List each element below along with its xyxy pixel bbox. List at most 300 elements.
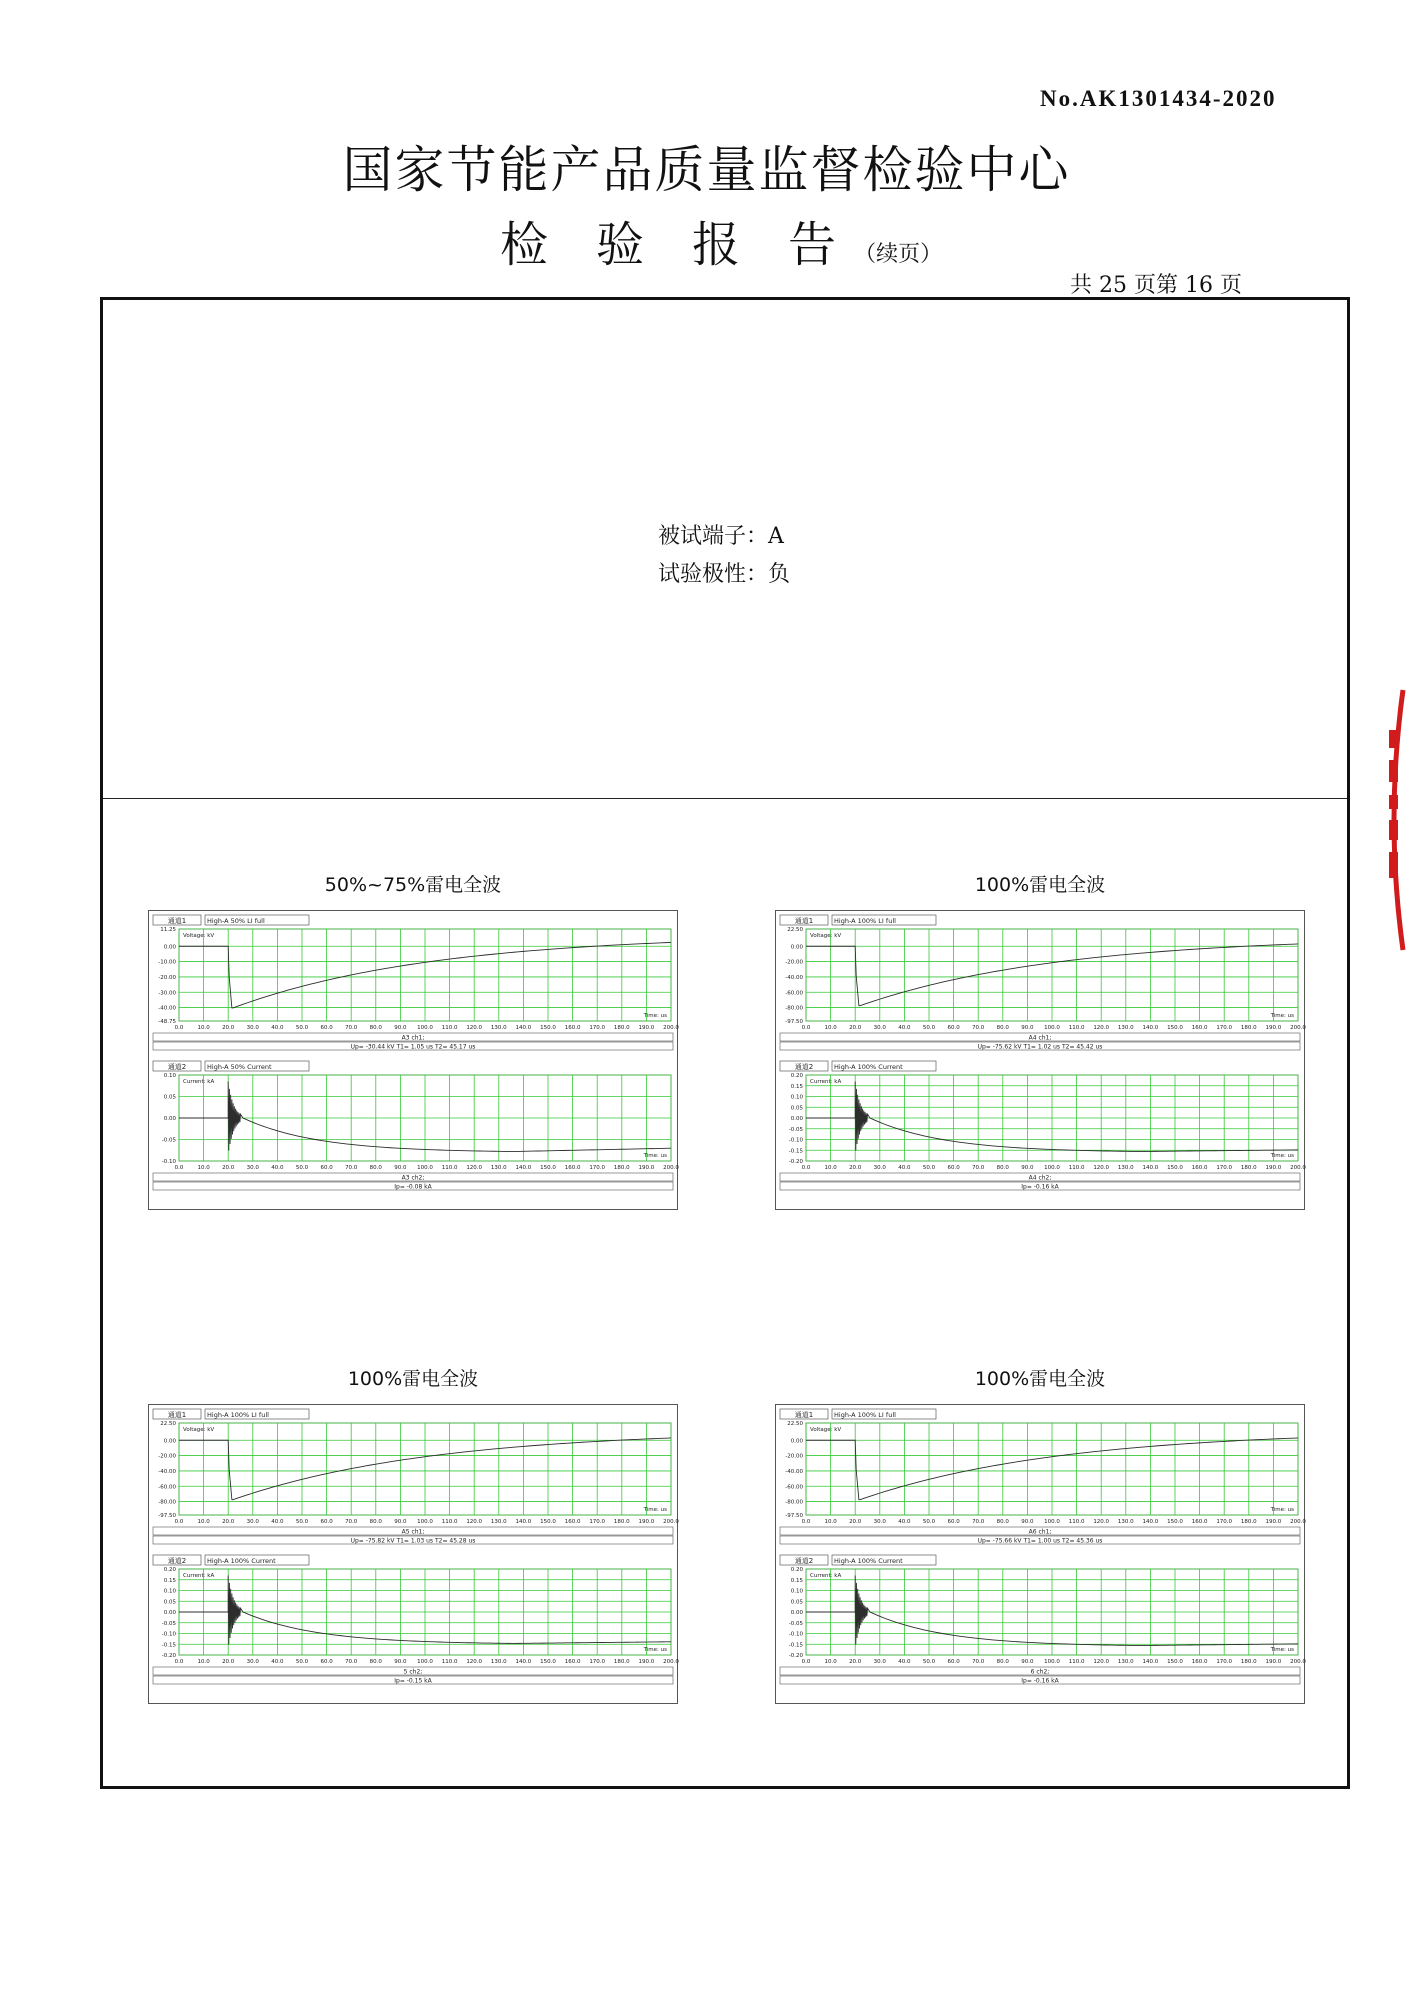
y-tick-label: -40.00 [158, 1005, 176, 1012]
y-tick-label: -20.00 [785, 1453, 803, 1460]
continued-label: （续页） [854, 242, 943, 267]
y-tick-label: -0.10 [161, 1631, 176, 1638]
x-tick-label: 100.0 [1044, 1025, 1060, 1031]
x-tick-label: 60.0 [320, 1519, 333, 1525]
x-tick-label: 200.0 [1290, 1519, 1306, 1525]
y-tick-label: -0.15 [788, 1642, 803, 1649]
y-tick-label: 0.00 [163, 944, 176, 951]
x-tick-label: 0.0 [174, 1165, 184, 1171]
x-tick-label: 10.0 [197, 1025, 210, 1031]
x-tick-label: 140.0 [515, 1165, 532, 1171]
x-tick-label: 160.0 [1191, 1659, 1208, 1665]
x-tick-label: 180.0 [1240, 1659, 1257, 1665]
x-tick-label: 120.0 [1093, 1165, 1110, 1171]
x-tick-label: 30.0 [873, 1519, 886, 1525]
x-tick-label: 120.0 [466, 1519, 483, 1525]
channel-label: 通道2 [794, 1063, 814, 1071]
x-tick-label: 180.0 [1240, 1025, 1257, 1031]
y-tick-label: 0.05 [790, 1105, 803, 1112]
y-tick-label: 0.20 [790, 1073, 803, 1079]
x-tick-label: 150.0 [1167, 1519, 1183, 1525]
x-tick-label: 60.0 [947, 1165, 960, 1171]
x-tick-label: 0.0 [801, 1519, 811, 1525]
x-tick-label: 0.0 [174, 1659, 184, 1665]
x-tick-label: 30.0 [873, 1659, 886, 1665]
x-tick-label: 70.0 [345, 1659, 358, 1665]
y-tick-label: 0.10 [163, 1588, 176, 1595]
x-tick-label: 190.0 [1265, 1025, 1282, 1031]
x-tick-label: 140.0 [515, 1659, 532, 1665]
x-tick-label: 30.0 [246, 1025, 259, 1031]
x-tick-label: 20.0 [849, 1025, 862, 1031]
channel-label: 通道1 [794, 917, 814, 925]
x-tick-label: 120.0 [466, 1659, 483, 1665]
oscillogram [775, 910, 1305, 1210]
x-tick-label: 0.0 [174, 1519, 184, 1525]
x-tick-label: 0.0 [801, 1659, 811, 1665]
x-tick-label: 60.0 [947, 1659, 960, 1665]
test-info [658, 518, 790, 594]
y-unit-label: Current: kA [810, 1079, 842, 1085]
x-tick-label: 140.0 [1142, 1519, 1159, 1525]
x-tick-label: 90.0 [1021, 1165, 1034, 1171]
x-tick-label: 150.0 [1167, 1659, 1183, 1665]
x-tick-label: 20.0 [849, 1659, 862, 1665]
y-tick-label: -0.05 [788, 1126, 803, 1133]
page-count: 共 25 页第 16 页 [1070, 273, 1242, 298]
x-unit-label: Time: us [643, 1153, 667, 1159]
x-tick-label: 100.0 [417, 1519, 433, 1525]
channel-label: 通道1 [794, 1411, 814, 1419]
x-tick-label: 70.0 [972, 1659, 985, 1665]
y-tick-label: 22.50 [787, 927, 803, 933]
x-tick-label: 190.0 [1265, 1659, 1282, 1665]
x-tick-label: 60.0 [320, 1025, 333, 1031]
x-tick-label: 140.0 [515, 1025, 532, 1031]
y-tick-label: 0.05 [790, 1599, 803, 1606]
x-tick-label: 190.0 [1265, 1165, 1282, 1171]
waveform-label: High-A 100% LI full [834, 917, 896, 925]
x-tick-label: 40.0 [898, 1519, 911, 1525]
x-tick-label: 70.0 [345, 1165, 358, 1171]
x-tick-label: 90.0 [1021, 1025, 1034, 1031]
x-tick-label: 50.0 [922, 1659, 936, 1665]
waveform-label: High-A 100% LI full [834, 1411, 896, 1419]
x-tick-label: 190.0 [638, 1025, 655, 1031]
x-tick-label: 110.0 [1068, 1519, 1085, 1525]
x-tick-label: 20.0 [222, 1659, 235, 1665]
y-tick-label: -97.50 [785, 1513, 803, 1519]
y-tick-label: -40.00 [785, 1468, 803, 1475]
x-tick-label: 80.0 [996, 1519, 1009, 1525]
oscillogram [775, 1404, 1305, 1704]
x-tick-label: 170.0 [589, 1659, 606, 1665]
oscillogram-svg [149, 1405, 677, 1703]
y-tick-label: -80.00 [785, 1499, 803, 1506]
y-tick-label: -60.00 [785, 990, 803, 997]
y-tick-label: 0.00 [790, 1438, 803, 1445]
x-tick-label: 100.0 [1044, 1519, 1060, 1525]
y-tick-label: -10.00 [158, 959, 176, 966]
x-tick-label: 180.0 [1240, 1519, 1257, 1525]
test-polarity: 试验极性：负 [658, 562, 791, 587]
x-unit-label: Time: us [1270, 1647, 1294, 1653]
x-tick-label: 140.0 [1142, 1165, 1159, 1171]
y-tick-label: 0.00 [163, 1438, 176, 1445]
y-tick-label: 22.50 [787, 1421, 803, 1427]
x-tick-label: 70.0 [345, 1519, 358, 1525]
x-tick-label: 200.0 [663, 1025, 679, 1031]
x-tick-label: 40.0 [271, 1659, 284, 1665]
waveform-label: High-A 100% Current [834, 1063, 903, 1071]
y-tick-label: -0.05 [161, 1620, 176, 1627]
x-tick-label: 120.0 [1093, 1659, 1110, 1665]
y-tick-label: -0.10 [161, 1159, 176, 1165]
x-tick-label: 40.0 [898, 1165, 911, 1171]
x-tick-label: 120.0 [466, 1025, 483, 1031]
x-tick-label: 120.0 [466, 1165, 483, 1171]
x-tick-label: 170.0 [589, 1165, 606, 1171]
x-tick-label: 170.0 [589, 1519, 606, 1525]
x-tick-label: 90.0 [394, 1165, 407, 1171]
x-tick-label: 130.0 [490, 1165, 507, 1171]
title-char: 检 [500, 217, 549, 273]
x-tick-label: 60.0 [320, 1165, 333, 1171]
x-tick-label: 180.0 [613, 1519, 630, 1525]
y-unit-label: Voltage: kV [810, 933, 842, 939]
x-tick-label: 60.0 [947, 1519, 960, 1525]
x-tick-label: 50.0 [295, 1165, 309, 1171]
y-tick-label: -0.20 [161, 1653, 176, 1659]
x-tick-label: 40.0 [271, 1025, 284, 1031]
x-tick-label: 70.0 [972, 1519, 985, 1525]
y-tick-label: -0.15 [161, 1642, 176, 1649]
x-unit-label: Time: us [1270, 1013, 1294, 1019]
x-tick-label: 180.0 [613, 1659, 630, 1665]
caption-line: A3 ch1; [401, 1034, 425, 1042]
x-tick-label: 170.0 [1216, 1519, 1233, 1525]
y-tick-label: -60.00 [785, 1484, 803, 1491]
x-tick-label: 50.0 [295, 1519, 309, 1525]
x-tick-label: 160.0 [564, 1519, 581, 1525]
y-tick-label: -97.50 [158, 1513, 176, 1519]
report-frame [100, 297, 1350, 1789]
x-tick-label: 50.0 [922, 1519, 936, 1525]
y-unit-label: Current: kA [183, 1573, 215, 1579]
caption-measurement: Up= -75.66 kV T1= 1.00 us T2= 45.36 us [977, 1537, 1103, 1545]
x-tick-label: 140.0 [1142, 1025, 1159, 1031]
x-tick-label: 160.0 [1191, 1165, 1208, 1171]
oscillogram-svg [776, 911, 1304, 1209]
x-unit-label: Time: us [643, 1647, 667, 1653]
x-tick-label: 150.0 [540, 1025, 556, 1031]
oscillogram [148, 910, 678, 1210]
x-tick-label: 160.0 [1191, 1025, 1208, 1031]
y-tick-label: -0.20 [788, 1653, 803, 1659]
channel-label: 通道1 [167, 1411, 187, 1419]
waveform-label: High-A 100% LI full [207, 1411, 269, 1419]
x-tick-label: 150.0 [1167, 1025, 1183, 1031]
x-tick-label: 90.0 [1021, 1519, 1034, 1525]
x-tick-label: 190.0 [1265, 1519, 1282, 1525]
y-tick-label: -97.50 [785, 1019, 803, 1025]
caption-line: A4 ch1; [1028, 1034, 1052, 1042]
document-title [500, 206, 942, 275]
caption-line: A5 ch1; [401, 1528, 425, 1536]
x-tick-label: 160.0 [564, 1165, 581, 1171]
x-tick-label: 110.0 [1068, 1659, 1085, 1665]
x-tick-label: 200.0 [1290, 1165, 1306, 1171]
x-tick-label: 80.0 [369, 1519, 382, 1525]
caption-line: A4 ch2; [1028, 1174, 1052, 1182]
x-tick-label: 130.0 [1117, 1659, 1134, 1665]
x-tick-label: 40.0 [271, 1519, 284, 1525]
x-tick-label: 130.0 [490, 1519, 507, 1525]
y-tick-label: 0.15 [790, 1577, 803, 1584]
x-tick-label: 150.0 [540, 1519, 556, 1525]
y-unit-label: Voltage: kV [183, 933, 215, 939]
x-tick-label: 10.0 [197, 1519, 210, 1525]
x-tick-label: 50.0 [295, 1025, 309, 1031]
x-tick-label: 40.0 [271, 1165, 284, 1171]
x-tick-label: 30.0 [246, 1659, 259, 1665]
x-tick-label: 60.0 [320, 1659, 333, 1665]
x-tick-label: 160.0 [1191, 1519, 1208, 1525]
y-tick-label: 0.00 [790, 1610, 803, 1616]
x-tick-label: 170.0 [1216, 1165, 1233, 1171]
report-number: No.AK1301434-2020 [1040, 86, 1277, 111]
y-unit-label: Current: kA [183, 1079, 215, 1085]
x-tick-label: 180.0 [1240, 1165, 1257, 1171]
x-tick-label: 160.0 [564, 1025, 581, 1031]
waveform-label: High-A 50% Current [207, 1063, 272, 1071]
x-tick-label: 80.0 [996, 1659, 1009, 1665]
panel-title: 100%雷电全波 [974, 874, 1106, 896]
y-unit-label: Voltage: kV [183, 1427, 215, 1433]
x-tick-label: 160.0 [564, 1659, 581, 1665]
y-unit-label: Current: kA [810, 1573, 842, 1579]
x-tick-label: 80.0 [369, 1165, 382, 1171]
x-tick-label: 130.0 [1117, 1165, 1134, 1171]
channel-label: 通道2 [167, 1063, 187, 1071]
x-tick-label: 20.0 [222, 1025, 235, 1031]
y-tick-label: -0.10 [788, 1631, 803, 1638]
x-tick-label: 200.0 [663, 1519, 679, 1525]
x-tick-label: 200.0 [663, 1659, 679, 1665]
channel-label: 通道1 [167, 917, 187, 925]
x-tick-label: 110.0 [441, 1519, 458, 1525]
y-tick-label: 0.00 [163, 1610, 176, 1616]
x-tick-label: 70.0 [972, 1025, 985, 1031]
x-tick-label: 170.0 [1216, 1025, 1233, 1031]
caption-measurement: Ip= -0.08 kA [394, 1183, 432, 1191]
caption-measurement: Ip= -0.16 kA [1021, 1677, 1059, 1685]
x-tick-label: 30.0 [873, 1165, 886, 1171]
caption-measurement: Ip= -0.15 kA [394, 1677, 432, 1685]
channel-label: 通道2 [167, 1557, 187, 1565]
x-tick-label: 200.0 [1290, 1025, 1306, 1031]
x-tick-label: 140.0 [1142, 1659, 1159, 1665]
x-tick-label: 150.0 [540, 1659, 556, 1665]
caption-line: 5 ch2; [403, 1668, 423, 1676]
x-tick-label: 70.0 [972, 1165, 985, 1171]
y-tick-label: -40.00 [785, 974, 803, 981]
y-tick-label: 0.00 [790, 1116, 803, 1122]
section-divider [103, 798, 1347, 799]
caption-measurement: Up= -30.44 kV T1= 1.05 us T2= 45.17 us [350, 1043, 476, 1051]
waveform-label: High-A 50% LI full [207, 917, 265, 925]
x-tick-label: 190.0 [638, 1165, 655, 1171]
y-tick-label: -20.00 [785, 959, 803, 966]
x-tick-label: 180.0 [613, 1025, 630, 1031]
oscillogram [148, 1404, 678, 1704]
x-tick-label: 130.0 [1117, 1025, 1134, 1031]
y-tick-label: -40.00 [158, 1468, 176, 1475]
x-tick-label: 50.0 [922, 1165, 936, 1171]
x-tick-label: 180.0 [613, 1165, 630, 1171]
panel-title: 100%雷电全波 [974, 1368, 1106, 1390]
x-tick-label: 40.0 [898, 1659, 911, 1665]
y-unit-label: Voltage: kV [810, 1427, 842, 1433]
x-tick-label: 40.0 [898, 1025, 911, 1031]
y-tick-label: 0.10 [163, 1073, 176, 1079]
y-tick-label: 0.20 [163, 1567, 176, 1573]
y-tick-label: 0.05 [163, 1599, 176, 1606]
x-tick-label: 110.0 [1068, 1025, 1085, 1031]
tested-terminal: 被试端子：A [658, 524, 784, 549]
y-tick-label: -0.05 [788, 1620, 803, 1627]
x-tick-label: 140.0 [515, 1519, 532, 1525]
x-tick-label: 90.0 [394, 1659, 407, 1665]
x-tick-label: 80.0 [369, 1025, 382, 1031]
waveform-label: High-A 100% Current [834, 1557, 903, 1565]
y-tick-label: -0.20 [788, 1159, 803, 1165]
y-tick-label: 0.15 [790, 1083, 803, 1090]
x-tick-label: 100.0 [417, 1659, 433, 1665]
x-tick-label: 20.0 [222, 1519, 235, 1525]
y-tick-label: 0.00 [790, 944, 803, 951]
x-tick-label: 50.0 [922, 1025, 936, 1031]
x-tick-label: 20.0 [222, 1165, 235, 1171]
x-tick-label: 10.0 [197, 1659, 210, 1665]
x-tick-label: 120.0 [1093, 1025, 1110, 1031]
x-tick-label: 90.0 [394, 1025, 407, 1031]
y-tick-label: 0.05 [163, 1094, 176, 1101]
x-tick-label: 110.0 [441, 1025, 458, 1031]
x-tick-label: 0.0 [801, 1165, 811, 1171]
title-char: 报 [692, 217, 741, 273]
x-tick-label: 20.0 [849, 1165, 862, 1171]
x-tick-label: 20.0 [849, 1519, 862, 1525]
y-tick-label: -0.15 [788, 1148, 803, 1155]
x-tick-label: 30.0 [246, 1519, 259, 1525]
y-tick-label: 0.10 [790, 1094, 803, 1101]
x-tick-label: 10.0 [824, 1519, 837, 1525]
x-tick-label: 0.0 [174, 1025, 184, 1031]
y-tick-label: 0.10 [790, 1588, 803, 1595]
x-tick-label: 90.0 [394, 1519, 407, 1525]
x-tick-label: 110.0 [441, 1659, 458, 1665]
y-tick-label: -20.00 [158, 1453, 176, 1460]
x-tick-label: 190.0 [638, 1659, 655, 1665]
x-tick-label: 0.0 [801, 1025, 811, 1031]
x-tick-label: 170.0 [589, 1025, 606, 1031]
x-tick-label: 30.0 [246, 1165, 259, 1171]
y-tick-label: -30.00 [158, 990, 176, 997]
x-tick-label: 70.0 [345, 1025, 358, 1031]
y-tick-label: -60.00 [158, 1484, 176, 1491]
x-tick-label: 110.0 [1068, 1165, 1085, 1171]
oscillogram-svg [149, 911, 677, 1209]
x-tick-label: 100.0 [1044, 1165, 1060, 1171]
x-unit-label: Time: us [1270, 1507, 1294, 1513]
x-tick-label: 10.0 [824, 1659, 837, 1665]
caption-line: 6 ch2; [1030, 1668, 1050, 1676]
x-tick-label: 10.0 [197, 1165, 210, 1171]
oscillogram-svg [776, 1405, 1304, 1703]
waveform-label: High-A 100% Current [207, 1557, 276, 1565]
panel-title: 50%~75%雷电全波 [324, 874, 502, 896]
x-tick-label: 110.0 [441, 1165, 458, 1171]
caption-line: A3 ch2; [401, 1174, 425, 1182]
caption-line: A6 ch1; [1028, 1528, 1052, 1536]
x-tick-label: 150.0 [1167, 1165, 1183, 1171]
x-unit-label: Time: us [643, 1507, 667, 1513]
title-char: 验 [596, 217, 645, 273]
y-tick-label: 0.20 [790, 1567, 803, 1573]
title-char: 告 [788, 217, 837, 273]
y-tick-label: 0.15 [163, 1577, 176, 1584]
x-tick-label: 80.0 [996, 1025, 1009, 1031]
x-tick-label: 100.0 [1044, 1659, 1060, 1665]
y-tick-label: -80.00 [158, 1499, 176, 1506]
x-tick-label: 130.0 [490, 1025, 507, 1031]
caption-measurement: Up= -75.82 kV T1= 1.03 us T2= 45.28 us [350, 1537, 476, 1545]
x-tick-label: 90.0 [1021, 1659, 1034, 1665]
x-unit-label: Time: us [1270, 1153, 1294, 1159]
y-tick-label: 22.50 [160, 1421, 176, 1427]
x-tick-label: 80.0 [369, 1659, 382, 1665]
x-tick-label: 80.0 [996, 1165, 1009, 1171]
channel-label: 通道2 [794, 1557, 814, 1565]
organization-title: 国家节能产品质量监督检验中心 [342, 141, 1071, 199]
x-tick-label: 100.0 [417, 1025, 433, 1031]
caption-measurement: Up= -75.62 kV T1= 1.02 us T2= 45.42 us [977, 1043, 1103, 1051]
x-tick-label: 10.0 [824, 1025, 837, 1031]
seal-stamp-fragment [1383, 690, 1407, 950]
y-tick-label: 0.00 [163, 1116, 176, 1122]
x-tick-label: 130.0 [1117, 1519, 1134, 1525]
x-tick-label: 200.0 [1290, 1659, 1306, 1665]
x-tick-label: 190.0 [638, 1519, 655, 1525]
x-tick-label: 50.0 [295, 1659, 309, 1665]
x-tick-label: 200.0 [663, 1165, 679, 1171]
x-tick-label: 170.0 [1216, 1659, 1233, 1665]
x-tick-label: 120.0 [1093, 1519, 1110, 1525]
caption-measurement: Ip= -0.16 kA [1021, 1183, 1059, 1191]
x-tick-label: 130.0 [490, 1659, 507, 1665]
panel-title: 100%雷电全波 [347, 1368, 479, 1390]
x-unit-label: Time: us [643, 1013, 667, 1019]
x-tick-label: 60.0 [947, 1025, 960, 1031]
y-tick-label: -0.05 [161, 1137, 176, 1144]
x-tick-label: 10.0 [824, 1165, 837, 1171]
x-tick-label: 100.0 [417, 1165, 433, 1171]
y-tick-label: -80.00 [785, 1005, 803, 1012]
y-tick-label: -20.00 [158, 974, 176, 981]
y-tick-label: -0.10 [788, 1137, 803, 1144]
y-tick-label: 11.25 [160, 927, 176, 933]
